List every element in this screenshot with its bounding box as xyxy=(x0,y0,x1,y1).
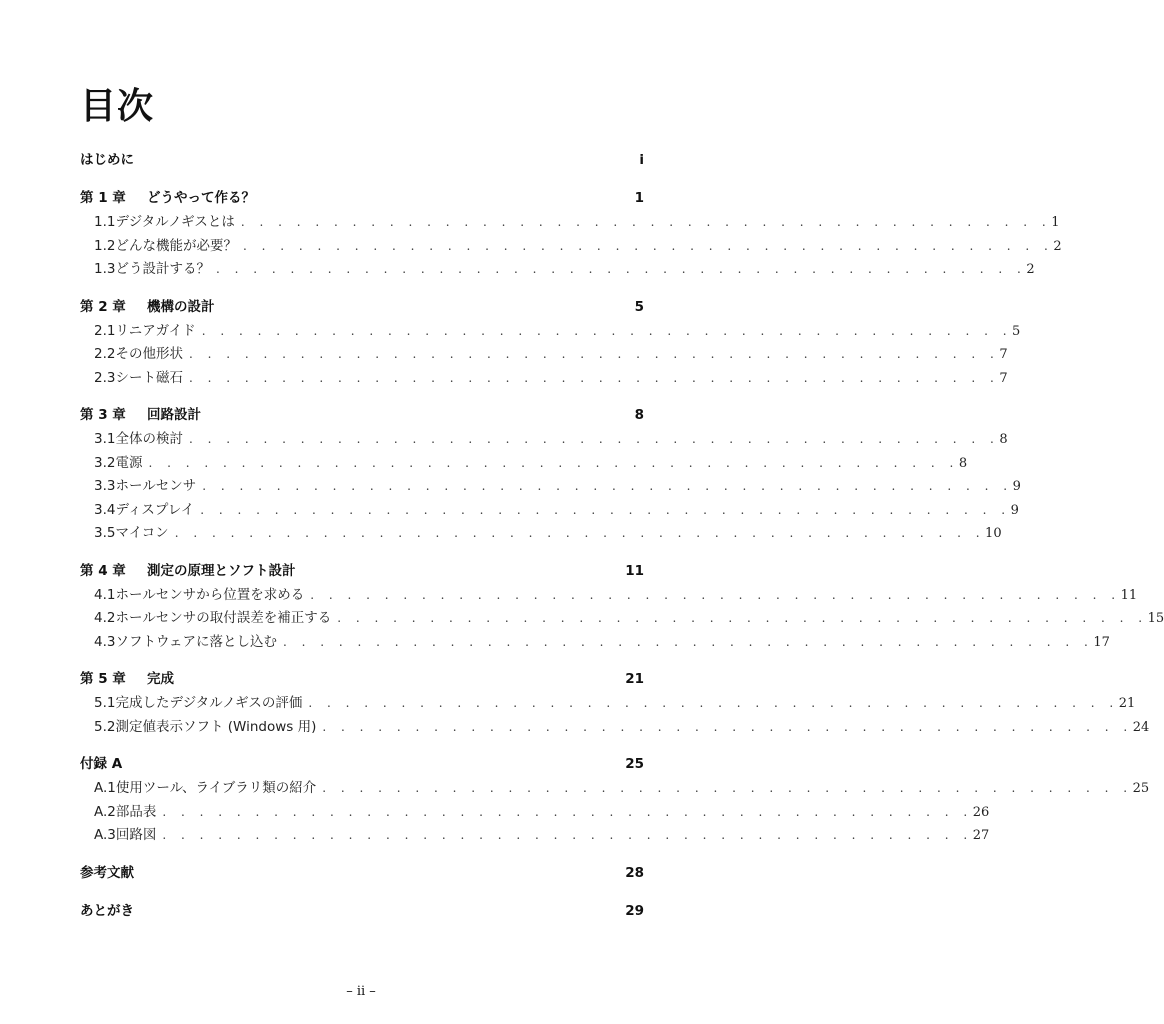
section-title: マイコン xyxy=(115,525,169,541)
dot-leader: . . . . . . . . . . . . . . . . . . . . . . . . . . . . . . . . . . . . . . . . . . . . xyxy=(242,238,1054,253)
section-title: 使用ツール、ライブラリ類の紹介 xyxy=(115,780,317,796)
section-number: 4.3 xyxy=(94,633,116,650)
dot-leader: . . . . . . . . . . . . . . . . . . . . . . . . . . . . . . . . . . . . . . . . . . . . xyxy=(322,781,1133,795)
chapter-page-number: 1 xyxy=(634,190,644,206)
toc-section-entry[interactable] xyxy=(80,451,968,475)
section-number: A.1 xyxy=(94,780,116,796)
toc-section-entry[interactable] xyxy=(80,823,990,847)
section-page-number: 5 xyxy=(1012,323,1021,339)
dot-leader: . . . . . . . . . . . . . . . . . . . . . . . . . . . . . . . . . . . . . . . . . . . . xyxy=(240,215,1052,229)
chapter-number: 付録 A xyxy=(80,756,123,772)
chapter-number: 第 4 章 xyxy=(80,562,126,579)
toc-section-entry[interactable] xyxy=(80,366,1008,390)
dot-leader: . . . . . . . . . . . . . . . . . . . . . . . . . . . . . . . . . . . . . . . . . . . . xyxy=(174,526,986,540)
chapter-number: 第 1 章 xyxy=(80,190,126,206)
section-title: 測定値表示ソフト (Windows 用) xyxy=(115,718,317,735)
chapter-title: 完成 xyxy=(147,671,174,687)
toc-section-entry[interactable] xyxy=(80,342,1008,366)
chapter-title: 参考文献 xyxy=(80,864,134,881)
dot-leader: . . . . . . . . . . . . . . . . . . . . . . . . . . . . . . . . . . . . . . . . . . . . xyxy=(322,719,1133,734)
section-number: 3.3 xyxy=(94,478,116,494)
toc-section-entry[interactable] xyxy=(80,257,1035,281)
section-title: 全体の検討 xyxy=(115,431,183,447)
section-number: 1.3 xyxy=(94,261,116,277)
dot-leader: . . . . . . . . . . . . . . . . . . . . . . . . . . . . . . . . . . . . . . . . . . . . xyxy=(308,696,1119,710)
section-page-number: 17 xyxy=(1093,634,1110,650)
section-number: 5.1 xyxy=(94,695,116,711)
section-title: ホールセンサから位置を求める xyxy=(115,586,305,603)
section-title: 回路図 xyxy=(115,827,157,843)
section-number: 3.4 xyxy=(94,501,116,518)
chapter-page-number: 5 xyxy=(634,298,644,315)
toc-chapter-entry[interactable] xyxy=(80,752,644,776)
dot-leader: . . . . . . . . . . . . . . . . . . . . . . . . . . . . . . . . . . . . . . . . . . . . xyxy=(188,432,1000,446)
toc-section-entry[interactable] xyxy=(80,319,1021,343)
section-title: その他形状 xyxy=(115,346,183,362)
section-page-number: 25 xyxy=(1132,781,1150,796)
chapter-title: どうやって作る？ xyxy=(147,190,255,206)
chapter-number: 第 5 章 xyxy=(80,671,126,687)
chapter-page-number: 28 xyxy=(625,864,644,881)
dot-leader: . . . . . . . . . . . . . . . . . . . . . . . . . . . . . . . . . . . . . . . . . . . . xyxy=(188,370,1000,385)
toc-section-entry[interactable] xyxy=(80,606,1164,630)
section-page-number: 9 xyxy=(1010,502,1019,518)
section-title: シート磁石 xyxy=(115,369,183,386)
page-number-footer: – ii – xyxy=(346,984,376,999)
chapter-title: 回路設計 xyxy=(147,407,201,423)
section-page-number: 15 xyxy=(1147,611,1164,626)
dot-leader: . . . . . . . . . . . . . . . . . . . . . . . . . . . . . . . . . . . . . . . . . . . . xyxy=(200,502,1011,517)
toc-section-entry[interactable] xyxy=(80,715,1150,739)
section-page-number: 7 xyxy=(999,347,1008,362)
chapter-number: 第 2 章 xyxy=(80,298,126,315)
dot-leader: . . . . . . . . . . . . . . . . . . . . . . . . . . . . . . . . . . . . . . . . . . . . xyxy=(202,479,1013,493)
section-number: 4.1 xyxy=(94,586,116,603)
chapter-title: 機構の設計 xyxy=(147,298,215,315)
toc-section-entry[interactable] xyxy=(80,498,1019,522)
dot-leader: . . . . . . . . . . . . . . . . . . . . . . . . . . . . . . . . . . . . . . . . . . . . xyxy=(188,347,1000,361)
dot-leader: . . . . . . . . . . . . . . . . . . . . . . . . . . . . . . . . . . . . . . . . . . . . xyxy=(148,455,959,470)
section-title: デジタルノギスとは xyxy=(115,214,235,230)
dot-leader: . . . . . . . . . . . . . . . . . . . . . . . . . . . . . . . . . . . . . . . . . . . . xyxy=(337,611,1148,625)
section-title: どう設計する？ xyxy=(115,261,210,277)
chapter-page-number: 29 xyxy=(625,902,644,919)
toc-chapter-entry[interactable] xyxy=(80,861,644,885)
toc-chapter-entry[interactable] xyxy=(80,403,644,427)
toc-section-entry[interactable] xyxy=(80,583,1138,607)
table-of-contents xyxy=(80,148,1164,923)
section-page-number: 2 xyxy=(1026,262,1035,277)
chapter-page-number: 25 xyxy=(625,756,644,772)
section-number: 2.3 xyxy=(94,369,116,386)
section-title: ホールセンサの取付誤差を補正する xyxy=(115,610,332,626)
chapter-page-number: 8 xyxy=(634,407,644,423)
section-page-number: 8 xyxy=(958,455,968,471)
section-page-number: 11 xyxy=(1120,587,1138,603)
section-number: 1.2 xyxy=(94,237,116,254)
section-title: 完成したデジタルノギスの評価 xyxy=(115,695,303,711)
section-number: A.2 xyxy=(94,803,116,820)
chapter-page-number: 11 xyxy=(625,562,644,579)
chapter-title: はじめに xyxy=(80,152,134,168)
section-title: どんな機能が必要？ xyxy=(115,237,237,254)
section-number: 3.1 xyxy=(94,431,116,447)
section-number: 1.1 xyxy=(94,214,116,230)
section-page-number: 21 xyxy=(1118,696,1136,711)
toc-section-entry[interactable] xyxy=(80,474,1021,498)
toc-section-entry[interactable] xyxy=(80,427,1008,451)
toc-chapter-entry[interactable] xyxy=(80,899,644,923)
dot-leader: . . . . . . . . . . . . . . . . . . . . . . . . . . . . . . . . . . . . . . . . . . . . xyxy=(162,804,973,819)
section-number: 3.5 xyxy=(94,525,116,541)
chapter-page-number: 21 xyxy=(625,671,644,687)
chapter-number: 第 3 章 xyxy=(80,407,126,423)
section-title: 電源 xyxy=(115,454,143,471)
toc-section-entry[interactable] xyxy=(80,776,1150,800)
dot-leader: . . . . . . . . . . . . . . . . . . . . . . . . . . . . . . . . . . . . . . . . . . . . xyxy=(282,634,1094,649)
section-number: 2.1 xyxy=(94,322,116,339)
toc-chapter-entry[interactable] xyxy=(80,186,644,210)
toc-chapter-entry[interactable] xyxy=(80,559,644,583)
section-title: 部品表 xyxy=(115,803,157,820)
toc-chapter-entry[interactable] xyxy=(80,295,644,319)
section-page-number: 24 xyxy=(1132,719,1150,735)
section-page-number: 2 xyxy=(1053,238,1062,254)
page-title: 目次 xyxy=(80,86,155,127)
dot-leader: . . . . . . . . . . . . . . . . . . . . . . . . . . . . . . . . . . . . . . . . . . . . xyxy=(162,828,973,842)
section-page-number: 26 xyxy=(972,804,990,820)
toc-chapter-entry[interactable] xyxy=(80,667,644,691)
dot-leader: . . . . . . . . . . . . . . . . . . . . . . . . . . . . . . . . . . . . . . . . . . . . xyxy=(215,262,1027,276)
chapter-title: あとがき xyxy=(80,902,134,919)
section-page-number: 27 xyxy=(972,828,990,843)
section-number: 5.2 xyxy=(94,718,116,735)
chapter-page-number: i xyxy=(639,152,644,168)
dot-leader: . . . . . . . . . . . . . . . . . . . . . . . . . . . . . . . . . . . . . . . . . . . . xyxy=(201,323,1013,338)
toc-section-entry[interactable] xyxy=(80,630,1110,654)
section-title: ホールセンサ xyxy=(115,478,197,494)
section-number: 2.2 xyxy=(94,346,116,362)
section-page-number: 9 xyxy=(1012,479,1021,494)
section-page-number: 1 xyxy=(1051,215,1060,230)
toc-section-entry[interactable] xyxy=(80,521,1002,545)
section-title: ディスプレイ xyxy=(115,501,195,518)
section-title: リニアガイド xyxy=(115,322,196,339)
section-page-number: 7 xyxy=(999,370,1008,386)
toc-section-entry[interactable] xyxy=(80,800,990,824)
section-number: 3.2 xyxy=(94,454,116,471)
toc-section-entry[interactable] xyxy=(80,234,1062,258)
section-page-number: 10 xyxy=(985,526,1002,541)
section-page-number: 8 xyxy=(999,432,1008,447)
chapter-title: 測定の原理とソフト設計 xyxy=(147,562,296,579)
dot-leader: . . . . . . . . . . . . . . . . . . . . . . . . . . . . . . . . . . . . . . . . . . . . xyxy=(310,587,1121,602)
toc-section-entry[interactable] xyxy=(80,210,1060,234)
toc-section-entry[interactable] xyxy=(80,691,1136,715)
toc-chapter-entry[interactable] xyxy=(80,148,644,172)
section-title: ソフトウェアに落とし込む xyxy=(115,633,277,650)
section-number: 4.2 xyxy=(94,610,116,626)
section-number: A.3 xyxy=(94,827,116,843)
